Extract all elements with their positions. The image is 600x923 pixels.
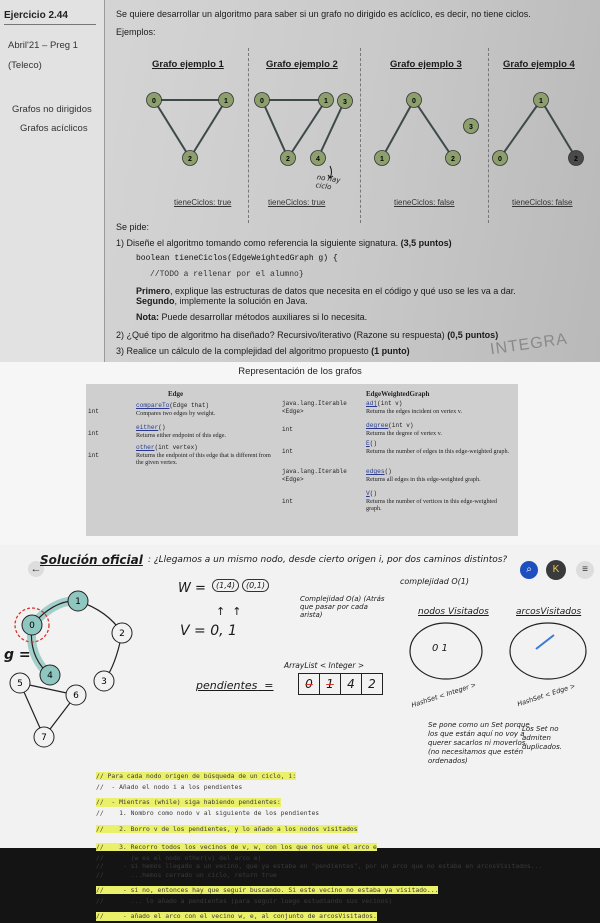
graph-example-1-title: Grafo ejemplo 1: [152, 59, 224, 70]
graph-example-3-title: Grafo ejemplo 3: [390, 59, 462, 70]
svg-text:1: 1: [539, 98, 543, 105]
code-line: // - si hemos llegado a un vecino, que ya estaba en "pendientes", por un arco que no estaba en arcosVisitados...: [96, 862, 543, 871]
arcos-type: HashSet < Edge >: [516, 681, 577, 709]
exam-degree: (Teleco): [8, 60, 42, 71]
svg-text:0: 0: [412, 98, 416, 105]
primero-instruction: Primero, explique las estructuras de datos que necesita en el código y qué uso se les va a dar.: [136, 286, 516, 296]
edge-class-header: Edge: [168, 390, 184, 398]
menu-icon[interactable]: ≡: [576, 561, 594, 579]
pendientes-label: pendientes =: [196, 679, 274, 692]
complexity-top: complejidad O(1): [400, 577, 469, 586]
code-line: // - añado el arco con el vecino w, e, al conjunto de arcosVisitados.: [96, 912, 377, 921]
svg-text:1: 1: [224, 98, 228, 105]
graph-node: [407, 93, 422, 108]
graph-node: [464, 119, 479, 134]
graph-node: [147, 93, 162, 108]
graph-node: [255, 93, 270, 108]
exercise-number: Ejercicio 2.44: [4, 10, 96, 25]
graph-node: [311, 151, 326, 166]
graph-1-result: tieneCiclos: true: [174, 198, 232, 207]
nota-instruction: Nota: Puede desarrollar métodos auxiliares si lo necesita.: [136, 312, 368, 322]
w-value: (1,4): [212, 579, 239, 592]
code-line: // - Mientras (while) siga habiendo pendientes:: [96, 798, 281, 807]
graph-node: [446, 151, 461, 166]
nodos-content: 0 1: [432, 643, 448, 654]
code-line: // - Añado el nodo i a los pendientes: [96, 783, 243, 791]
todo-comment: //TODO a rellenar por el alumno}: [150, 270, 304, 279]
question-1: 1) Diseñe el algoritmo tomando como referencia la siguiente signatura. (3,5 puntos): [116, 238, 452, 248]
graph-example-4-title: Grafo ejemplo 4: [503, 59, 575, 70]
code-line: // ...hemos cerrado un ciclo, return true: [96, 870, 277, 879]
array-cell: 2: [368, 677, 376, 691]
graph-node: [569, 151, 584, 166]
problem-statement: Se quiere desarrollar un algoritmo para saber si un grafo no dirigido es acíclico, es decir, no tiene ciclos.: [116, 9, 531, 19]
svg-text:1: 1: [380, 156, 384, 163]
arraylist-label: ArrayList < Integer >: [284, 661, 365, 670]
exercise-side-panel: [0, 0, 105, 362]
pseudocode-block: [96, 765, 600, 923]
topic-acyclic: Grafos acíclicos: [20, 123, 88, 134]
graph-node: [66, 685, 86, 705]
nodos-visitados-label: nodos Visitados: [418, 607, 489, 617]
solution-question: : ¿Llegamos a un mismo nodo, desde cierto origen i, por dos caminos distintos?: [148, 555, 508, 565]
svg-text:0: 0: [152, 98, 156, 105]
code-line: // 3. Recorro todos los vecinos de v, w, con los que nos une el arco e: [96, 842, 377, 851]
g-label: g =: [4, 647, 31, 663]
graph-3-result: tieneCiclos: false: [394, 198, 455, 207]
graph-node: [375, 151, 390, 166]
svg-text:2: 2: [574, 156, 578, 163]
svg-text:5: 5: [17, 679, 23, 689]
code-line: // - si no, entonces hay que seguir buscando. Si este vecino no estaba ya visitado...: [96, 886, 439, 895]
set-note: Se pone como un Set porque los que están aquí no voy a querer sacarlos ni moverlos (no necesitamos que estén ordenados): [428, 721, 530, 765]
svg-text:2: 2: [286, 156, 290, 163]
solution-title: Solución oficial: [40, 553, 143, 567]
svg-text:2: 2: [188, 156, 192, 163]
exam-date: Abril'21 – Preg 1: [8, 40, 78, 51]
code-line: // 2. Borro v de los pendientes, y lo añado a los nodos visitados: [96, 824, 358, 833]
api-title: Representación de los grafos: [238, 366, 362, 377]
question-2: 2) ¿Qué tipo de algoritmo ha diseñado? Recursivo/iterativo (Razone su respuesta) (0,5 puntos): [116, 330, 499, 340]
handwritten-scribble: no hay ciclo: [315, 173, 341, 192]
segundo-instruction: Segundo, implemente la solución en Java.: [136, 296, 308, 306]
svg-text:1: 1: [75, 597, 81, 607]
graph-node: [22, 615, 42, 635]
graph-node: [183, 151, 198, 166]
v-label: V = 0, 1: [180, 623, 237, 639]
graph-node: [319, 93, 334, 108]
nodos-type: HashSet < Integer >: [410, 680, 478, 710]
svg-text:3: 3: [469, 124, 473, 131]
svg-text:2: 2: [451, 156, 455, 163]
array-cell: 4: [341, 674, 362, 694]
svg-text:6: 6: [73, 691, 79, 701]
graph-node: [534, 93, 549, 108]
array-cell: 1: [320, 674, 341, 694]
arcos-visitados-label: arcosVisitados: [516, 607, 582, 617]
whiteboard-solution: [0, 545, 600, 921]
svg-text:2: 2: [119, 629, 125, 639]
method-signature: boolean tieneCiclos(EdgeWeightedGraph g) {: [136, 254, 338, 263]
back-arrow-button[interactable]: ←: [28, 561, 44, 577]
svg-text:0: 0: [260, 98, 264, 105]
set-note-duplicates: Los Set no admiten duplicados.: [522, 725, 562, 751]
svg-text:7: 7: [41, 733, 47, 743]
search-icon[interactable]: ⌕: [520, 561, 538, 579]
exam-sheet-photo: [0, 0, 600, 362]
graph-2-result: tieneCiclos: true: [268, 198, 326, 207]
w-value: (0,1): [242, 579, 269, 592]
topic-undirected: Grafos no dirigidos: [12, 104, 92, 115]
graph-node: [112, 623, 132, 643]
graph-node: [40, 665, 60, 685]
svg-text:4: 4: [47, 671, 53, 681]
code-line: // Para cada nodo origen de búsqueda de un ciclo, i:: [96, 772, 297, 780]
svg-text:1: 1: [324, 98, 328, 105]
array-cell: 0: [299, 674, 320, 694]
graph-node: [68, 591, 88, 611]
svg-text:4: 4: [316, 156, 320, 163]
svg-text:0: 0: [29, 621, 35, 631]
graph-4-result: tieneCiclos: false: [512, 198, 573, 207]
code-line: // ... lo añado a pendientes (para seguir luego estudiando sus vecinos): [96, 897, 393, 906]
avatar[interactable]: K: [546, 560, 566, 580]
code-line: // (w es el nodo other(v) del arco e): [96, 853, 262, 862]
graph-example-2-title: Grafo ejemplo 2: [266, 59, 338, 70]
graph-node: [219, 93, 234, 108]
graph-node: [338, 94, 353, 109]
svg-text:3: 3: [343, 99, 347, 106]
svg-text:0: 0: [498, 156, 502, 163]
whiteboard-graph: [0, 585, 170, 765]
question-3: 3) Realice un cálculo de la complejidad del algoritmo propuesto (1 punto): [116, 346, 410, 356]
w-label: W =: [178, 581, 206, 596]
graph-node: [34, 727, 54, 747]
complexity-note: Complejidad O(a) (Atrás que pasar por cada arista): [300, 595, 385, 619]
arrow-icon: ↑ ↑: [216, 605, 242, 618]
watermark: INTEGRA: [489, 330, 569, 359]
ewg-class-header: EdgeWeightedGraph: [366, 390, 430, 398]
se-pide-label: Se pide:: [116, 222, 150, 232]
code-line: // 1. Nombro como nodo v al siguiente de los pendientes: [96, 809, 320, 818]
graph-node: [10, 673, 30, 693]
pendientes-array: [298, 673, 383, 695]
api-table-photo: Edge EdgeWeightedGraph int compareTo(Edge that) Compares two edges by weight. int either() Returns either endpoint of this edge. int other(int vertex) Returns the endpoint of this edge that is different from the given vertex. java.lang.Iterable <Edge> adj(int v) Returns the edges incident on vertex v. int degree(int v) Returns the degree of vertex v. int E() Returns the number of edges in this edge-weighted graph. java.lang.Iterable <Edge> edges() Returns all edges in this edge-weighted graph. int V() Returns the number of vertices in this edge-weighted graph.: [86, 384, 518, 536]
graph-node: [281, 151, 296, 166]
svg-text:3: 3: [101, 677, 107, 687]
graph-node: [493, 151, 508, 166]
graph-node: [94, 671, 114, 691]
examples-label: Ejemplos:: [116, 27, 156, 37]
graph-api-reference: [0, 362, 600, 545]
